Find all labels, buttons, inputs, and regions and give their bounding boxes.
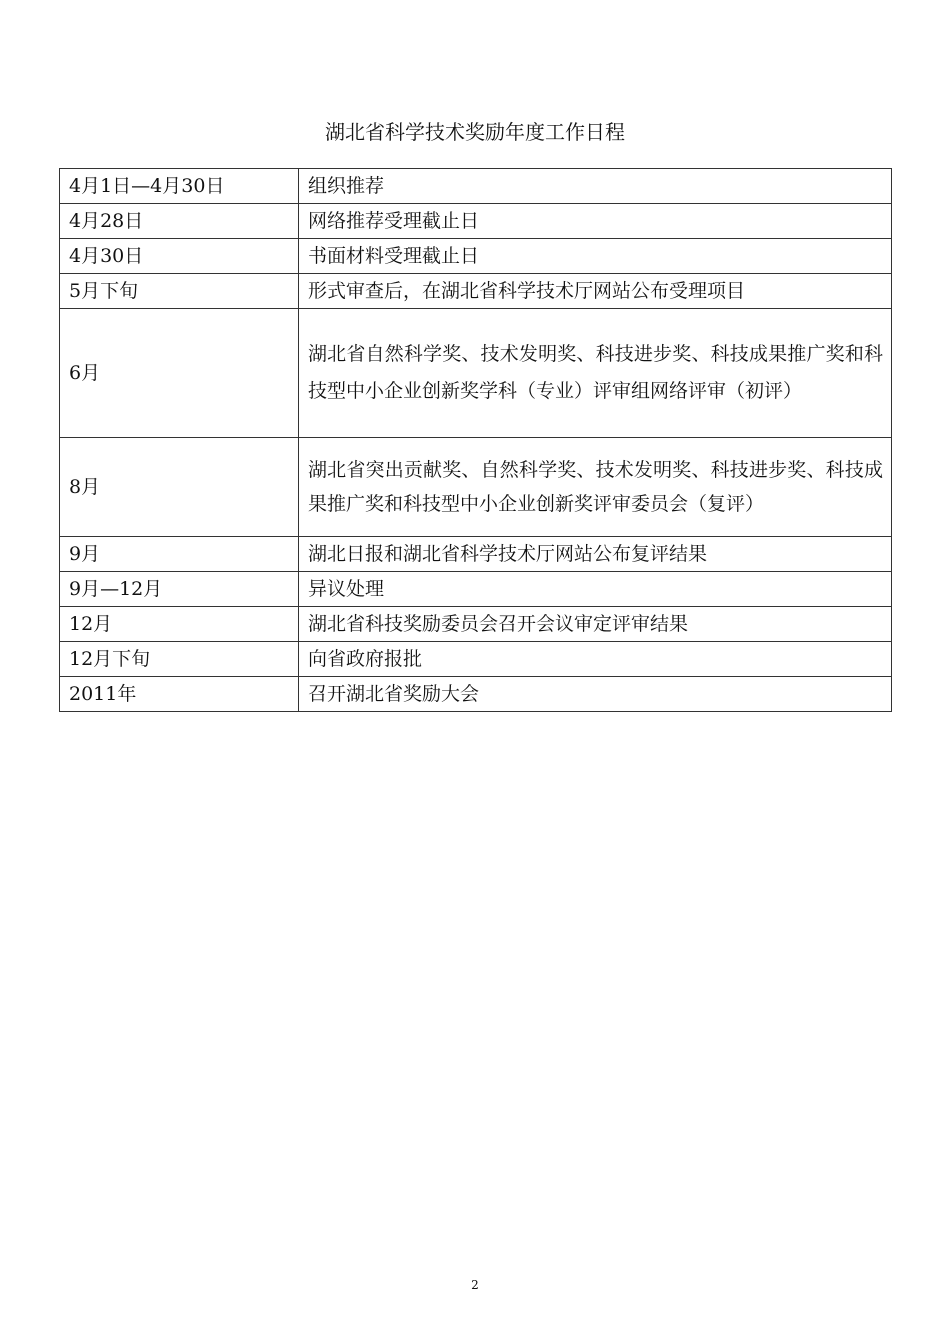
table-row — [60, 438, 892, 537]
schedule-date: 4月1日—4月30日 — [60, 169, 299, 204]
schedule-table — [59, 168, 892, 712]
table-row — [60, 642, 892, 677]
schedule-date: 2011年 — [60, 677, 299, 712]
table-row — [60, 169, 892, 204]
schedule-date: 6月 — [60, 309, 299, 438]
document-title: 湖北省科学技术奖励年度工作日程 — [325, 120, 625, 144]
schedule-task: 网络推荐受理截止日 — [299, 204, 892, 239]
schedule-task: 湖北日报和湖北省科学技术厅网站公布复评结果 — [299, 537, 892, 572]
schedule-date: 12月下旬 — [60, 642, 299, 677]
schedule-task: 湖北省科技奖励委员会召开会议审定评审结果 — [299, 607, 892, 642]
table-row — [60, 239, 892, 274]
table-row — [60, 572, 892, 607]
schedule-task: 向省政府报批 — [299, 642, 892, 677]
schedule-task: 形式审查后，在湖北省科学技术厅网站公布受理项目 — [299, 274, 892, 309]
table-row — [60, 309, 892, 438]
table-row — [60, 537, 892, 572]
schedule-date: 4月28日 — [60, 204, 299, 239]
schedule-date: 12月 — [60, 607, 299, 642]
schedule-date: 9月 — [60, 537, 299, 572]
table-row — [60, 607, 892, 642]
page-number: 2 — [471, 1278, 479, 1292]
schedule-date: 4月30日 — [60, 239, 299, 274]
table-row — [60, 204, 892, 239]
schedule-task: 召开湖北省奖励大会 — [299, 677, 892, 712]
schedule-task: 湖北省突出贡献奖、自然科学奖、技术发明奖、科技进步奖、科技成果推广奖和科技型中小企业创新奖评审委员会（复评） — [299, 438, 892, 537]
table-row — [60, 677, 892, 712]
schedule-date: 8月 — [60, 438, 299, 537]
schedule-date: 5月下旬 — [60, 274, 299, 309]
schedule-task: 书面材料受理截止日 — [299, 239, 892, 274]
schedule-date: 9月—12月 — [60, 572, 299, 607]
table-row — [60, 274, 892, 309]
schedule-task: 湖北省自然科学奖、技术发明奖、科技进步奖、科技成果推广奖和科技型中小企业创新奖学科（专业）评审组网络评审（初评） — [299, 309, 892, 438]
schedule-task: 异议处理 — [299, 572, 892, 607]
schedule-task: 组织推荐 — [299, 169, 892, 204]
